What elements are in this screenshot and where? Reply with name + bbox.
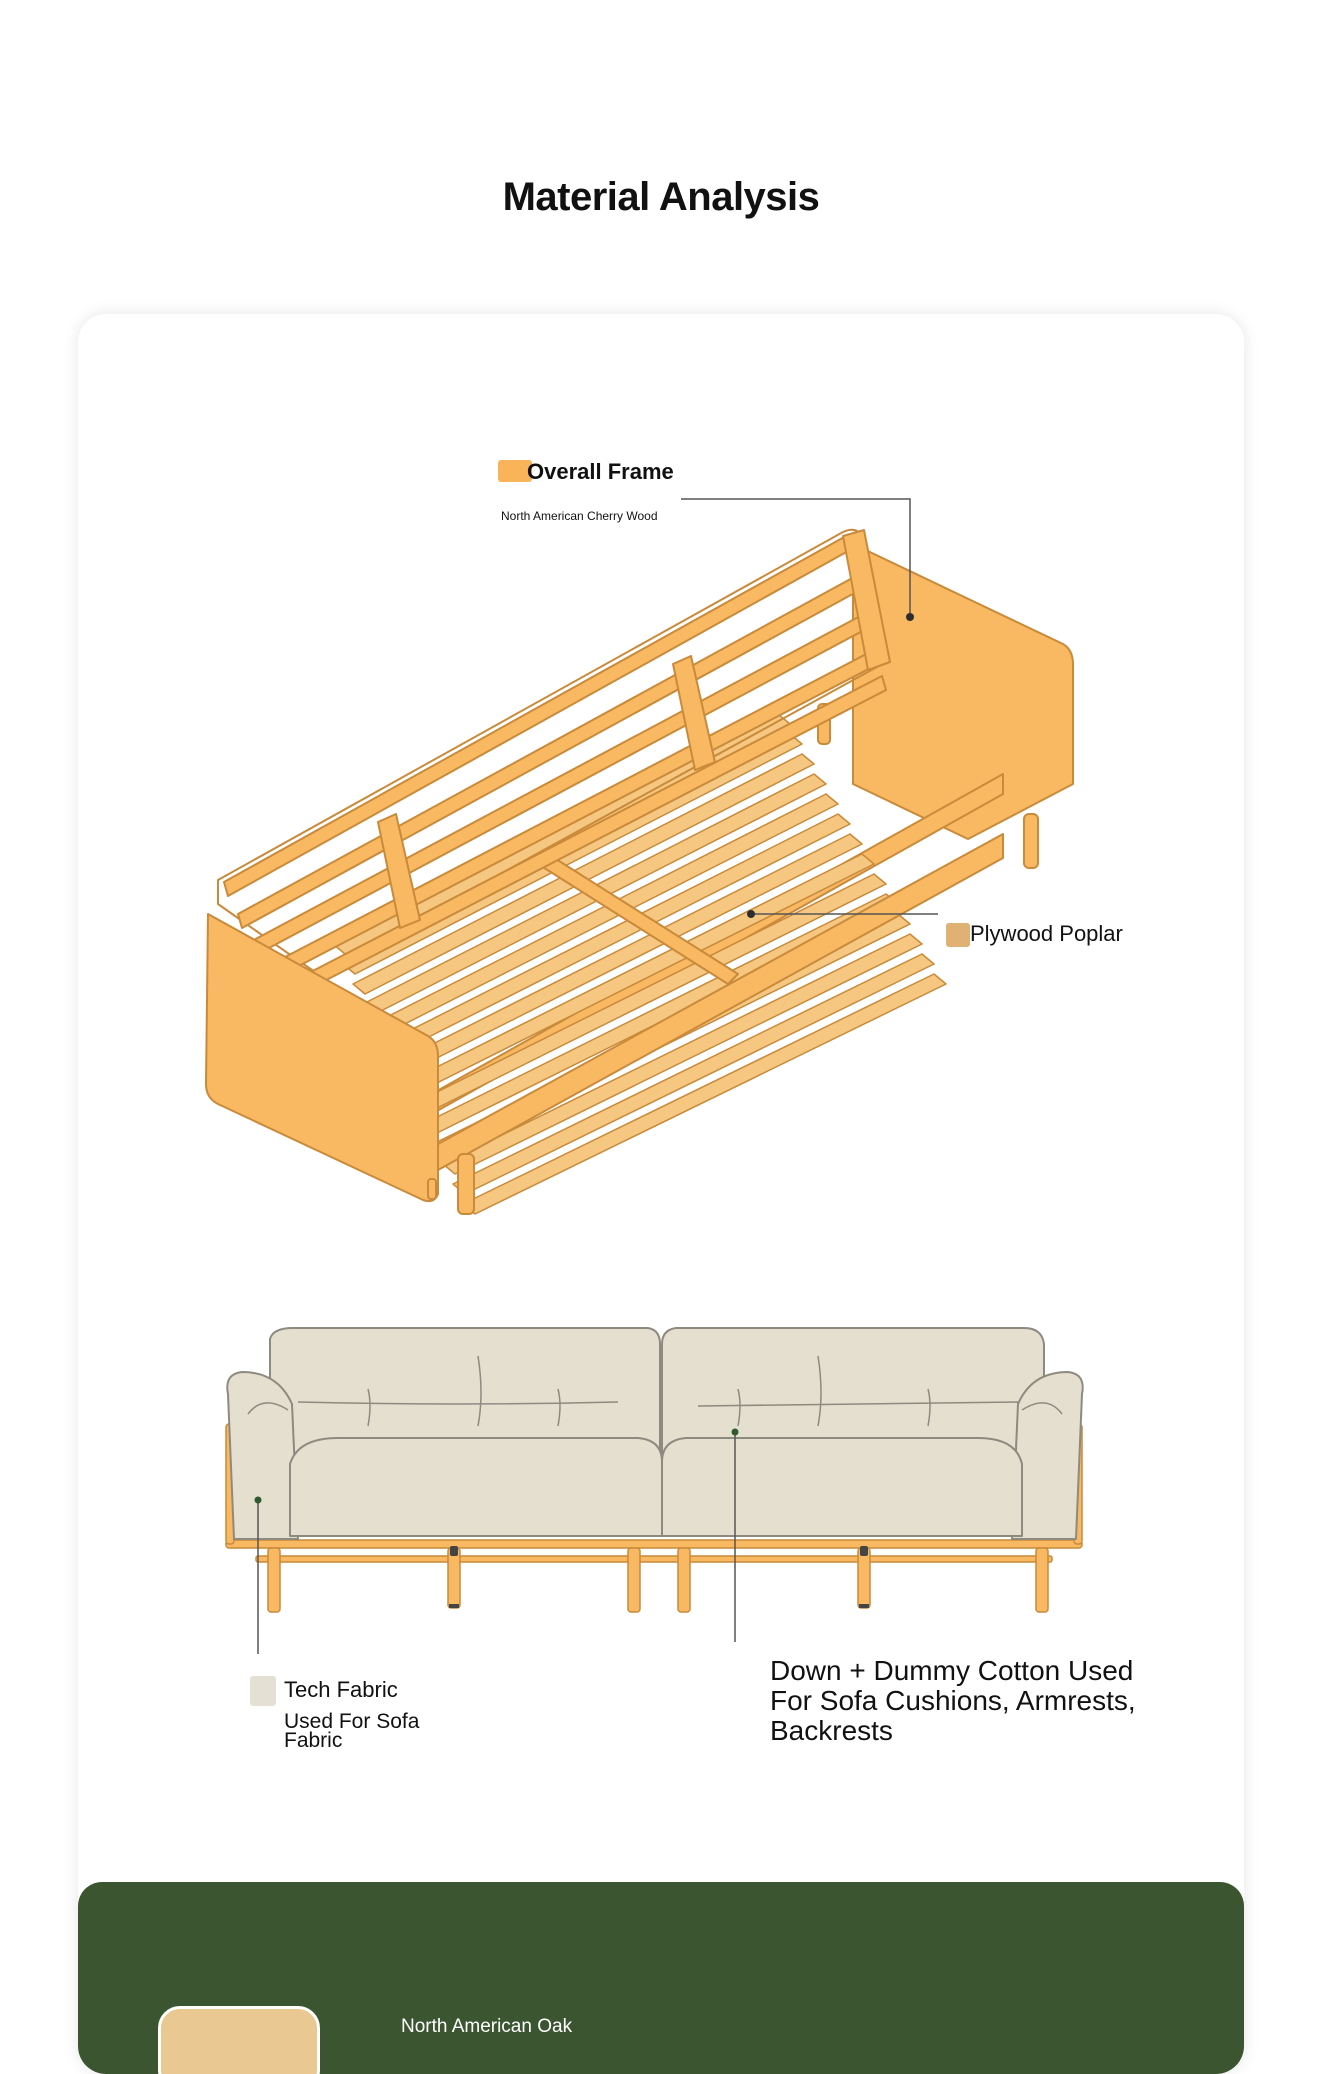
plywood-leader-dot xyxy=(747,910,755,918)
fabric-leader-dot xyxy=(255,1497,262,1504)
tech-fabric-swatch xyxy=(250,1676,276,1706)
cushion-leader-dot xyxy=(732,1429,739,1436)
plywood-swatch xyxy=(946,923,970,947)
material-card xyxy=(78,314,1244,2074)
overall-frame-subtitle: North American Cherry Wood xyxy=(501,509,658,523)
cushion-description: Down + Dummy Cotton Used For Sofa Cushions, Armrests, Backrests xyxy=(770,1655,1136,1746)
oak-label: North American Oak xyxy=(401,2016,573,2037)
page-title: Material Analysis xyxy=(502,175,820,219)
sofa-front-illustration xyxy=(226,1328,1083,1612)
sofa-frame-illustration xyxy=(206,530,1073,1214)
tech-fabric-subtitle: Used For Sofa Fabric xyxy=(284,1710,420,1752)
plywood-title: Plywood Poplar xyxy=(970,921,1123,946)
tech-fabric-title: Tech Fabric xyxy=(284,1677,398,1702)
oak-sample-swatch xyxy=(158,2006,320,2074)
frame-leader-dot xyxy=(906,613,914,621)
overall-frame-title: Overall Frame xyxy=(527,459,674,484)
